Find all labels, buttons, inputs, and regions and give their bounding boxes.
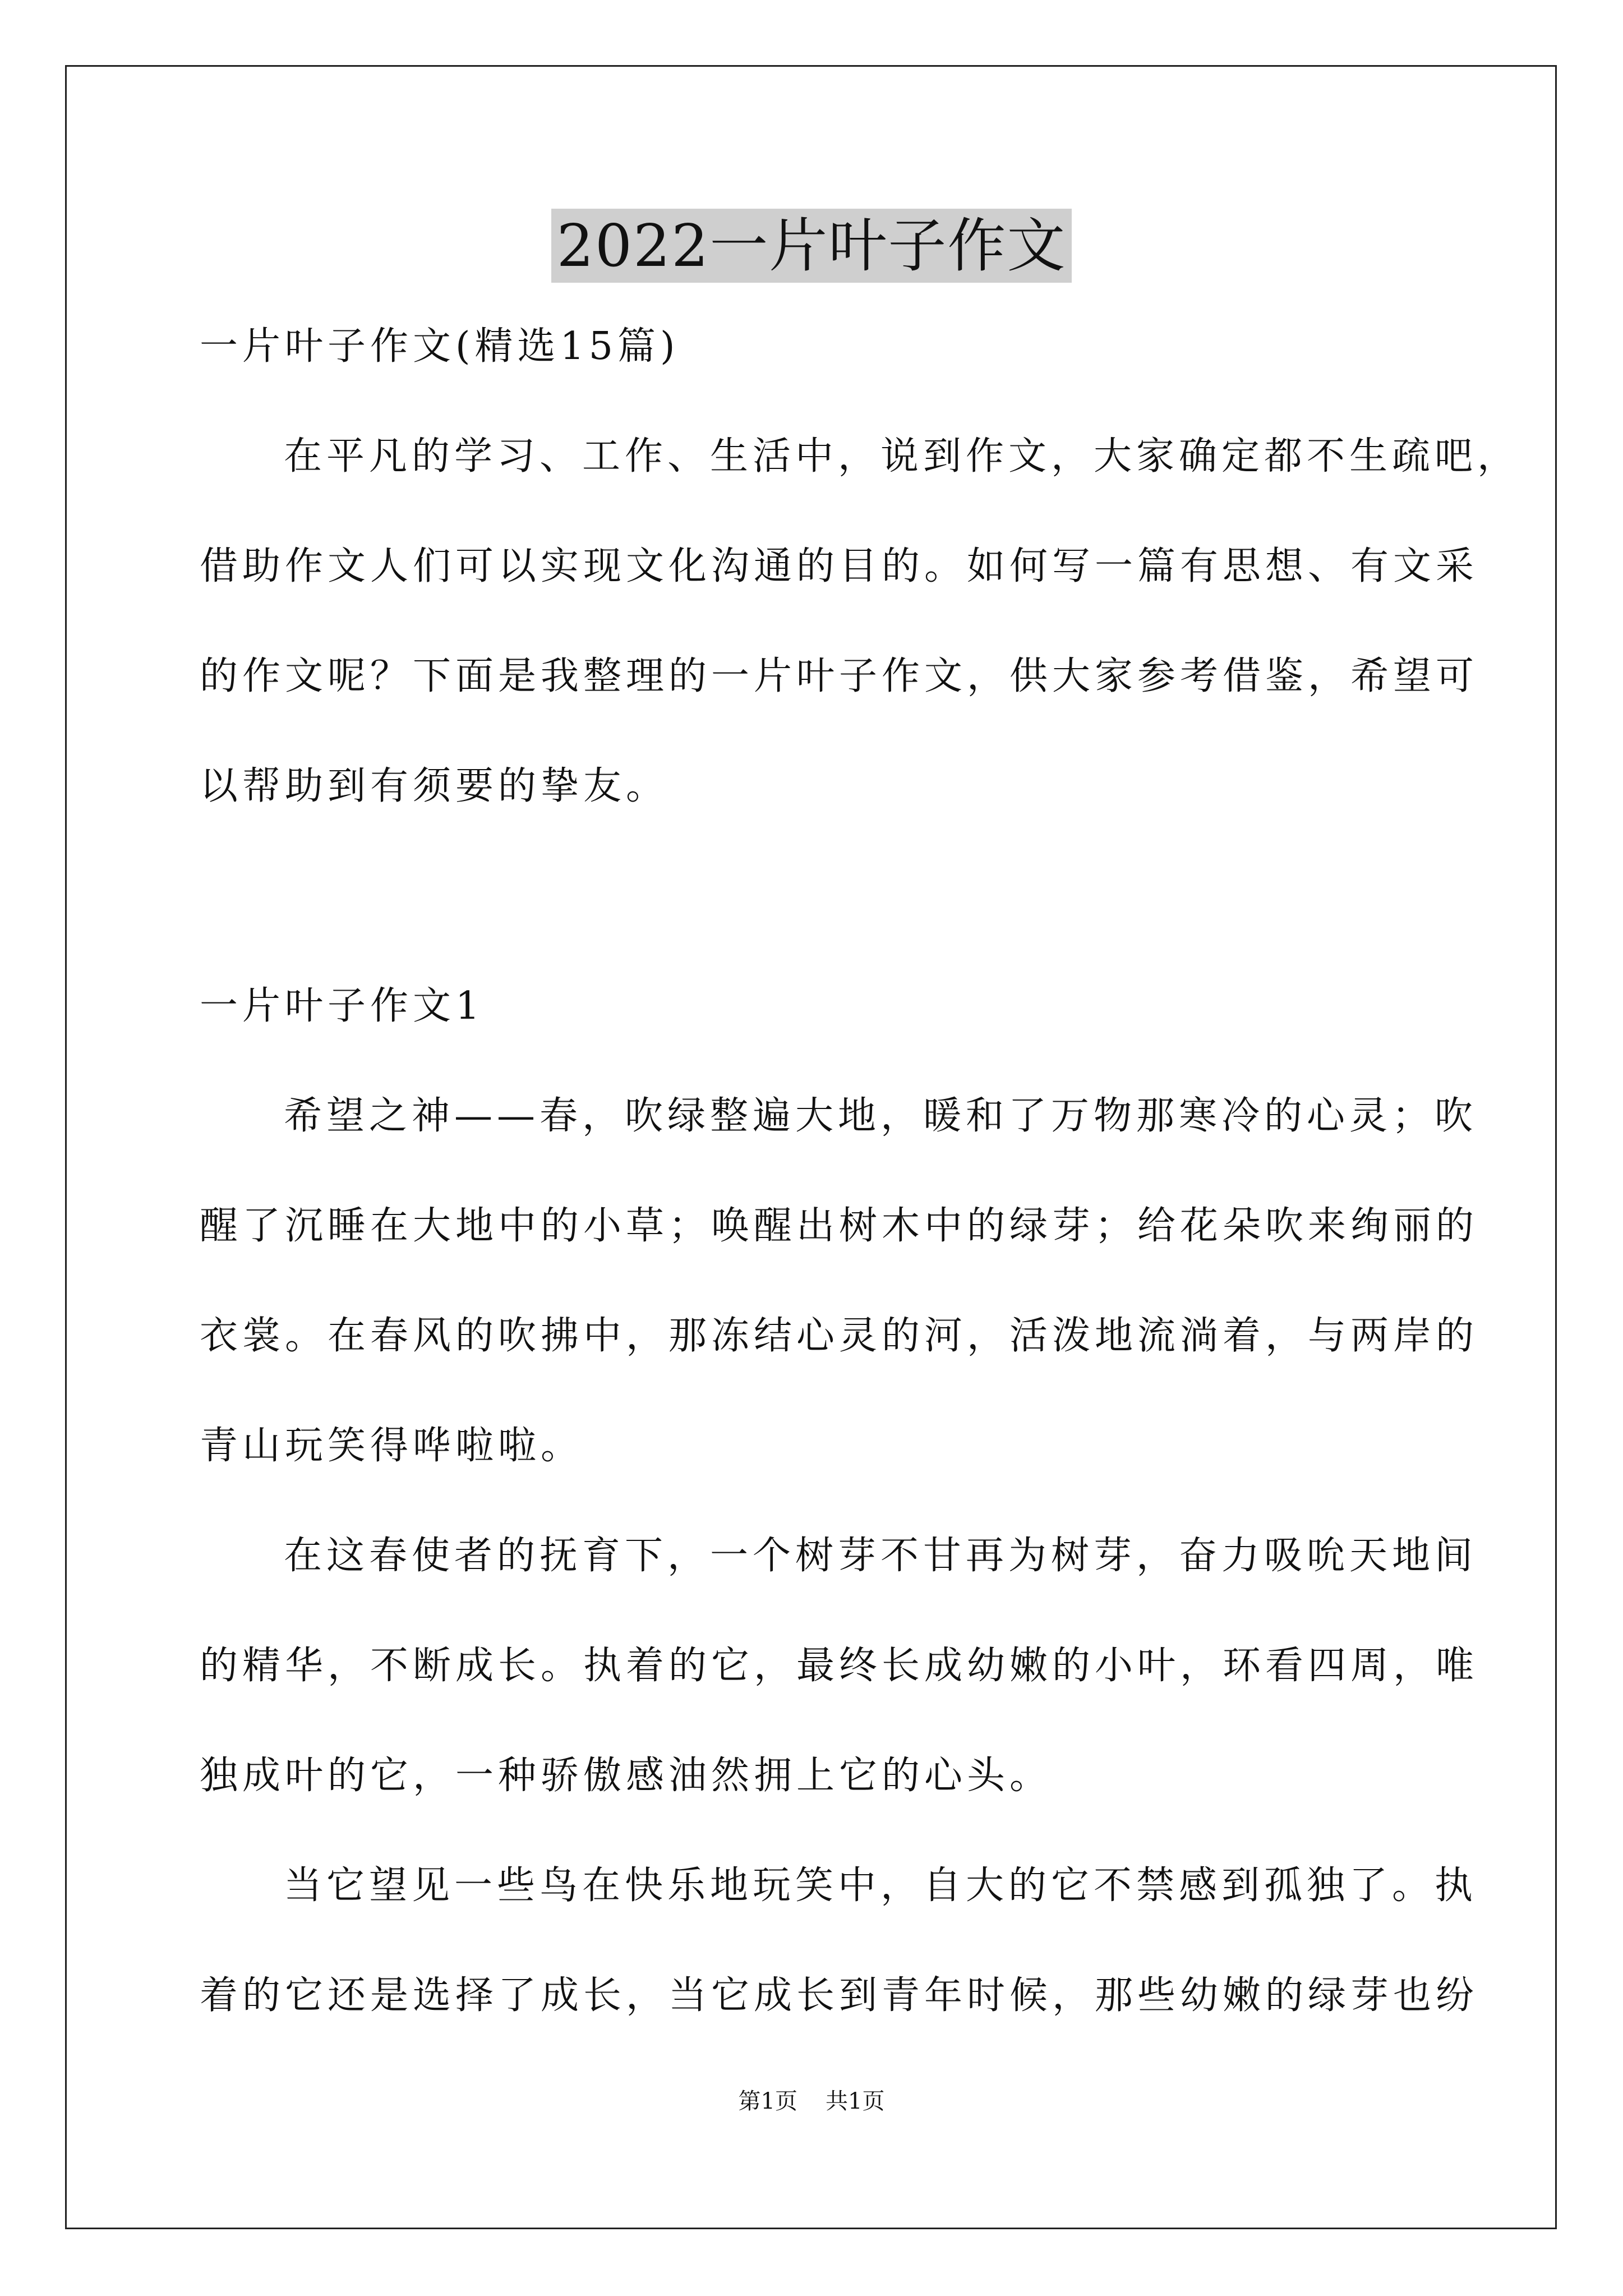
paragraph-line: 在这春使者的抚育下，一个树芽不甘再为树芽，奋力吸吮天地间	[284, 1534, 1478, 1578]
paragraph-gap	[200, 841, 1433, 951]
paragraph-line: 着的它还是选择了成长，当它成长到青年时候，那些幼嫩的绿芽也纷	[200, 1973, 1479, 2018]
page-number: 第1页	[738, 2088, 797, 2114]
page-total: 共1页	[826, 2088, 885, 2114]
paragraph-line: 衣裳。在春风的吹拂中，那冻结心灵的河，活泼地流淌着，与两岸的	[200, 1314, 1479, 1358]
document-body	[200, 292, 1520, 2051]
subtitle: 一片叶子作文(精选15篇)	[200, 324, 680, 369]
paragraph-line: 醒了沉睡在大地中的小草；唤醒出树木中的绿芽；给花朵吹来绚丽的	[200, 1204, 1479, 1248]
title-container	[0, 209, 1623, 283]
paragraph-line: 青山玩笑得哗啦啦。	[200, 1424, 584, 1468]
page-footer	[0, 2085, 1623, 2118]
document-title: 2022一片叶子作文	[551, 209, 1072, 283]
paragraph-line: 当它望见一些鸟在快乐地玩笑中，自大的它不禁感到孤独了。执	[284, 1864, 1478, 1908]
paragraph-line: 独成叶的它，一种骄傲感油然拥上它的心头。	[200, 1754, 1053, 1798]
intro-line: 的作文呢？下面是我整理的一片叶子作文，供大家参考借鉴，希望可	[200, 654, 1479, 698]
paragraph-line: 的精华，不断成长。执着的它，最终长成幼嫩的小叶，环看四周，唯	[200, 1644, 1479, 1688]
intro-line: 在平凡的学习、工作、生活中，说到作文，大家确定都不生疏吧，	[284, 434, 1520, 478]
section-heading: 一片叶子作文1	[200, 984, 485, 1028]
intro-line: 以帮助到有须要的挚友。	[200, 764, 669, 808]
paragraph-line: 希望之神——春，吹绿整遍大地，暖和了万物那寒冷的心灵；吹	[284, 1094, 1478, 1138]
intro-line: 借助作文人们可以实现文化沟通的目的。如何写一篇有思想、有文采	[200, 544, 1479, 588]
